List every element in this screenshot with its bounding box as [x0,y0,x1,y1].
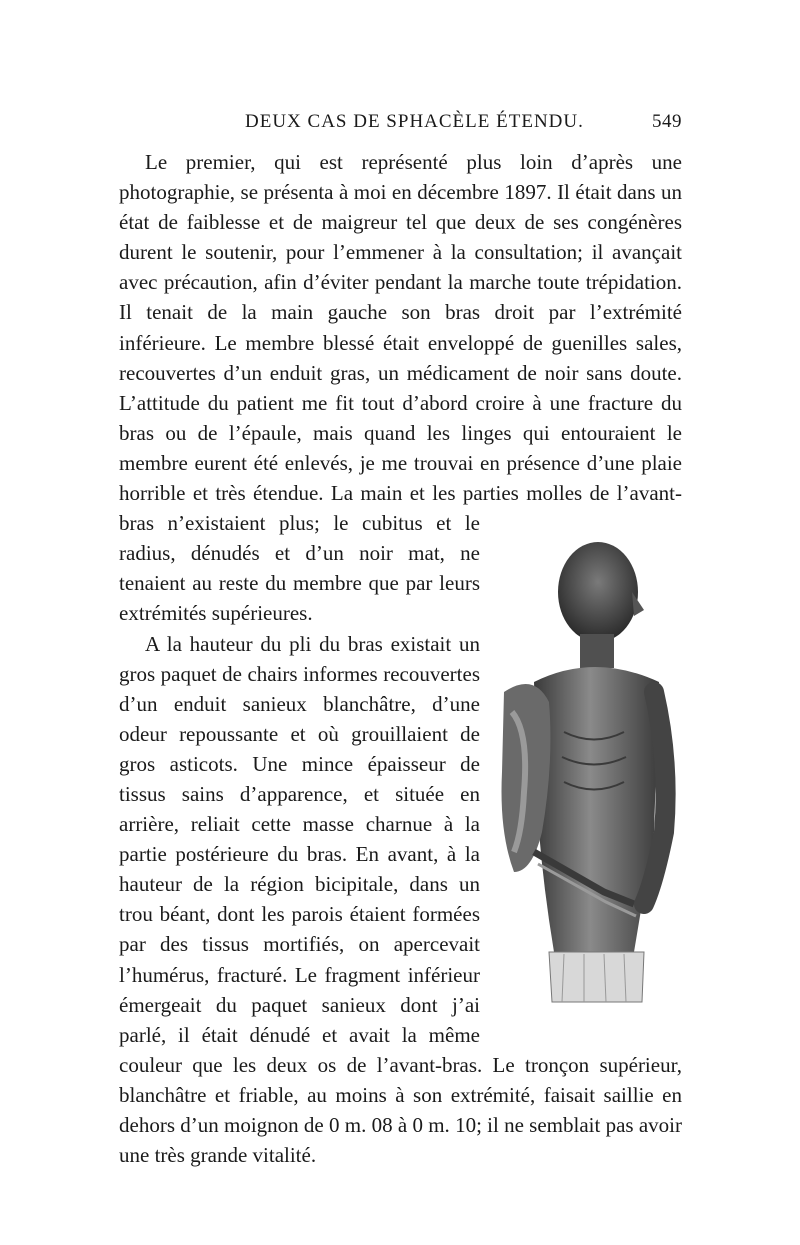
paragraph-1-tail: le cubitus et le radius, dénudés et d’un noir mat, ne tenaient au reste du membre que par leurs extrémités supérieures. [119,511,481,626]
patient-photograph-image [494,532,682,1014]
patient-photograph [494,532,682,1014]
paragraph-2: A la hauteur du pli du bras existait un gros paquet de chairs informes recouvertes d’un enduit sanieux blanchâtre, d’une odeur repoussante et où grouillaient de gros asticots. Une mince épaisseur de tissus sains d’apparence, et située en arrière, reliait cette masse charnue à la partie postérieure du bras. En avant, à la hauteur de la région bicipitale, dans un trou béant, dont les parois étaient formées par des tissus mortifiés, on apercevait l’humérus, fracturé. Le fragment inférieur émergeait du paquet sanieux dont j’ai parlé, il était dénudé et avait la même couleur que les deux os de l’avant-bras. Le tronçon supérieur, blanchâtre et friable, au moins à son extrémité, faisait saillie en dehors d’un moignon de 0 m. 08 à 0 m. 10; il ne semblait pas avoir une très grande vitalité. [119,631,682,1168]
page-number: 549 [652,111,682,132]
paragraph-1 [119,147,682,629]
running-header [120,111,682,141]
running-title: DEUX CAS DE SPHACÈLE ÉTENDU. [245,111,584,132]
body-text [119,147,682,1170]
paragraph-1-lead: Le premier, qui est représenté plus loin d’après une photographie, se présenta à moi en décembre 1897. Il était dans un état de faiblesse et de maigreur tel que deux de ses congénères durent le soutenir, pour l’emmener à la consultation; il avançait avec précaution, afin d’éviter pendant la marche toute trépidation. Il tenait de la main gauche son bras droit par l’extrémité inférieure. Le membre blessé était enveloppé de guenilles sales, recouvertes d’un enduit gras, un médicament de noir sans doute. L’attitude du patient me fit tout d’abord croire à une fracture du bras ou de l’épaule, mais quand les linges qui entouraient le membre eurent été enlevés, je me trouvai en présence d’une plaie horrible et très étendue. La main et les parties molles de l’avant-bras n’existaient plus; [119,150,682,536]
